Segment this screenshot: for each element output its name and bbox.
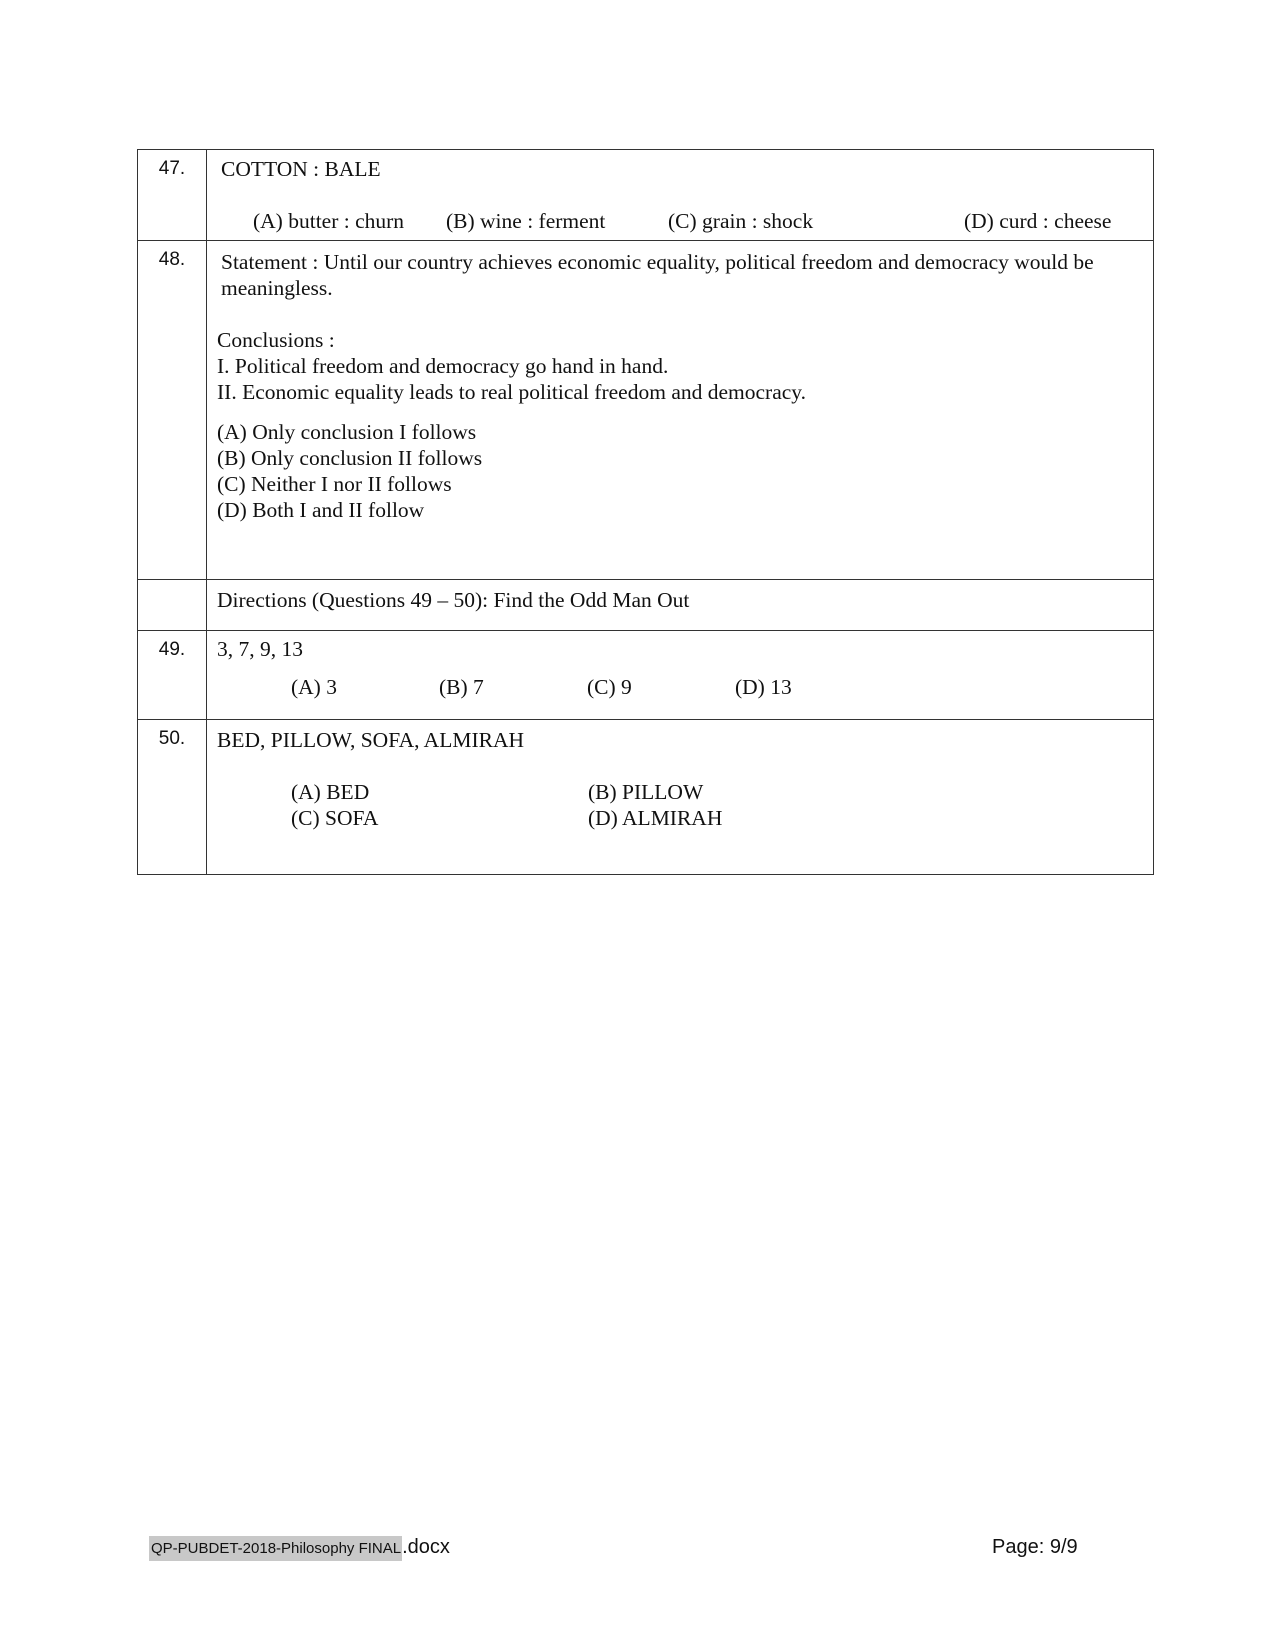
conclusion-2: II. Economic equality leads to real political freedom and democracy. [217,380,807,404]
footer-filename-highlight: QP-PUBDET-2018-Philosophy FINAL [149,1536,402,1561]
options-row-2 [217,805,1153,831]
question-content [207,631,1154,720]
question-stem: 3, 7, 9, 13 [217,637,303,661]
option-b: (B) PILLOW [588,780,704,804]
question-row-49 [138,631,1154,720]
question-row-47 [138,150,1154,241]
question-stem: BED, PILLOW, SOFA, ALMIRAH [217,728,524,752]
directions-content [207,580,1154,631]
footer-page-number: Page: 9/9 [992,1536,1078,1558]
option-d: (D) curd : cheese [964,209,1112,233]
option-a: (A) butter : churn [253,209,405,233]
footer-filename [149,1534,450,1561]
question-number: 48. [138,241,207,580]
question-content [207,150,1154,241]
question-number: 47. [138,150,207,241]
option-b: (B) 7 [439,675,484,699]
question-content [207,720,1154,875]
options-row-1 [217,779,1153,805]
conclusion-1: I. Political freedom and democracy go hand in hand. [217,354,669,378]
directions-text: Directions (Questions 49 – 50): Find the Odd Man Out [217,588,690,612]
option-c: (C) SOFA [291,806,379,830]
option-d: (D) 13 [735,675,792,699]
directions-row [138,580,1154,631]
options-row [221,208,1153,234]
statement-text: Statement : Until our country achieves economic equality, political freedom and democracy would be meaningless. [221,250,1094,300]
option-d: (D) Both I and II follow [217,498,425,522]
footer-filename-ext: .docx [402,1536,450,1558]
options-row [217,674,1153,700]
option-d: (D) ALMIRAH [588,806,723,830]
question-stem: COTTON : BALE [221,157,381,181]
option-a: (A) Only conclusion I follows [217,420,477,444]
question-content [207,241,1154,580]
question-table [137,149,1154,875]
option-b: (B) Only conclusion II follows [217,446,483,470]
option-a: (A) BED [291,780,370,804]
question-row-50 [138,720,1154,875]
option-c: (C) grain : shock [668,209,814,233]
option-c: (C) Neither I nor II follows [217,472,452,496]
question-number: 50. [138,720,207,875]
empty-number-cell [138,580,207,631]
option-c: (C) 9 [587,675,632,699]
conclusions-label: Conclusions : [217,328,335,352]
option-b: (B) wine : ferment [446,209,606,233]
option-a: (A) 3 [291,675,337,699]
question-row-48 [138,241,1154,580]
question-number: 49. [138,631,207,720]
